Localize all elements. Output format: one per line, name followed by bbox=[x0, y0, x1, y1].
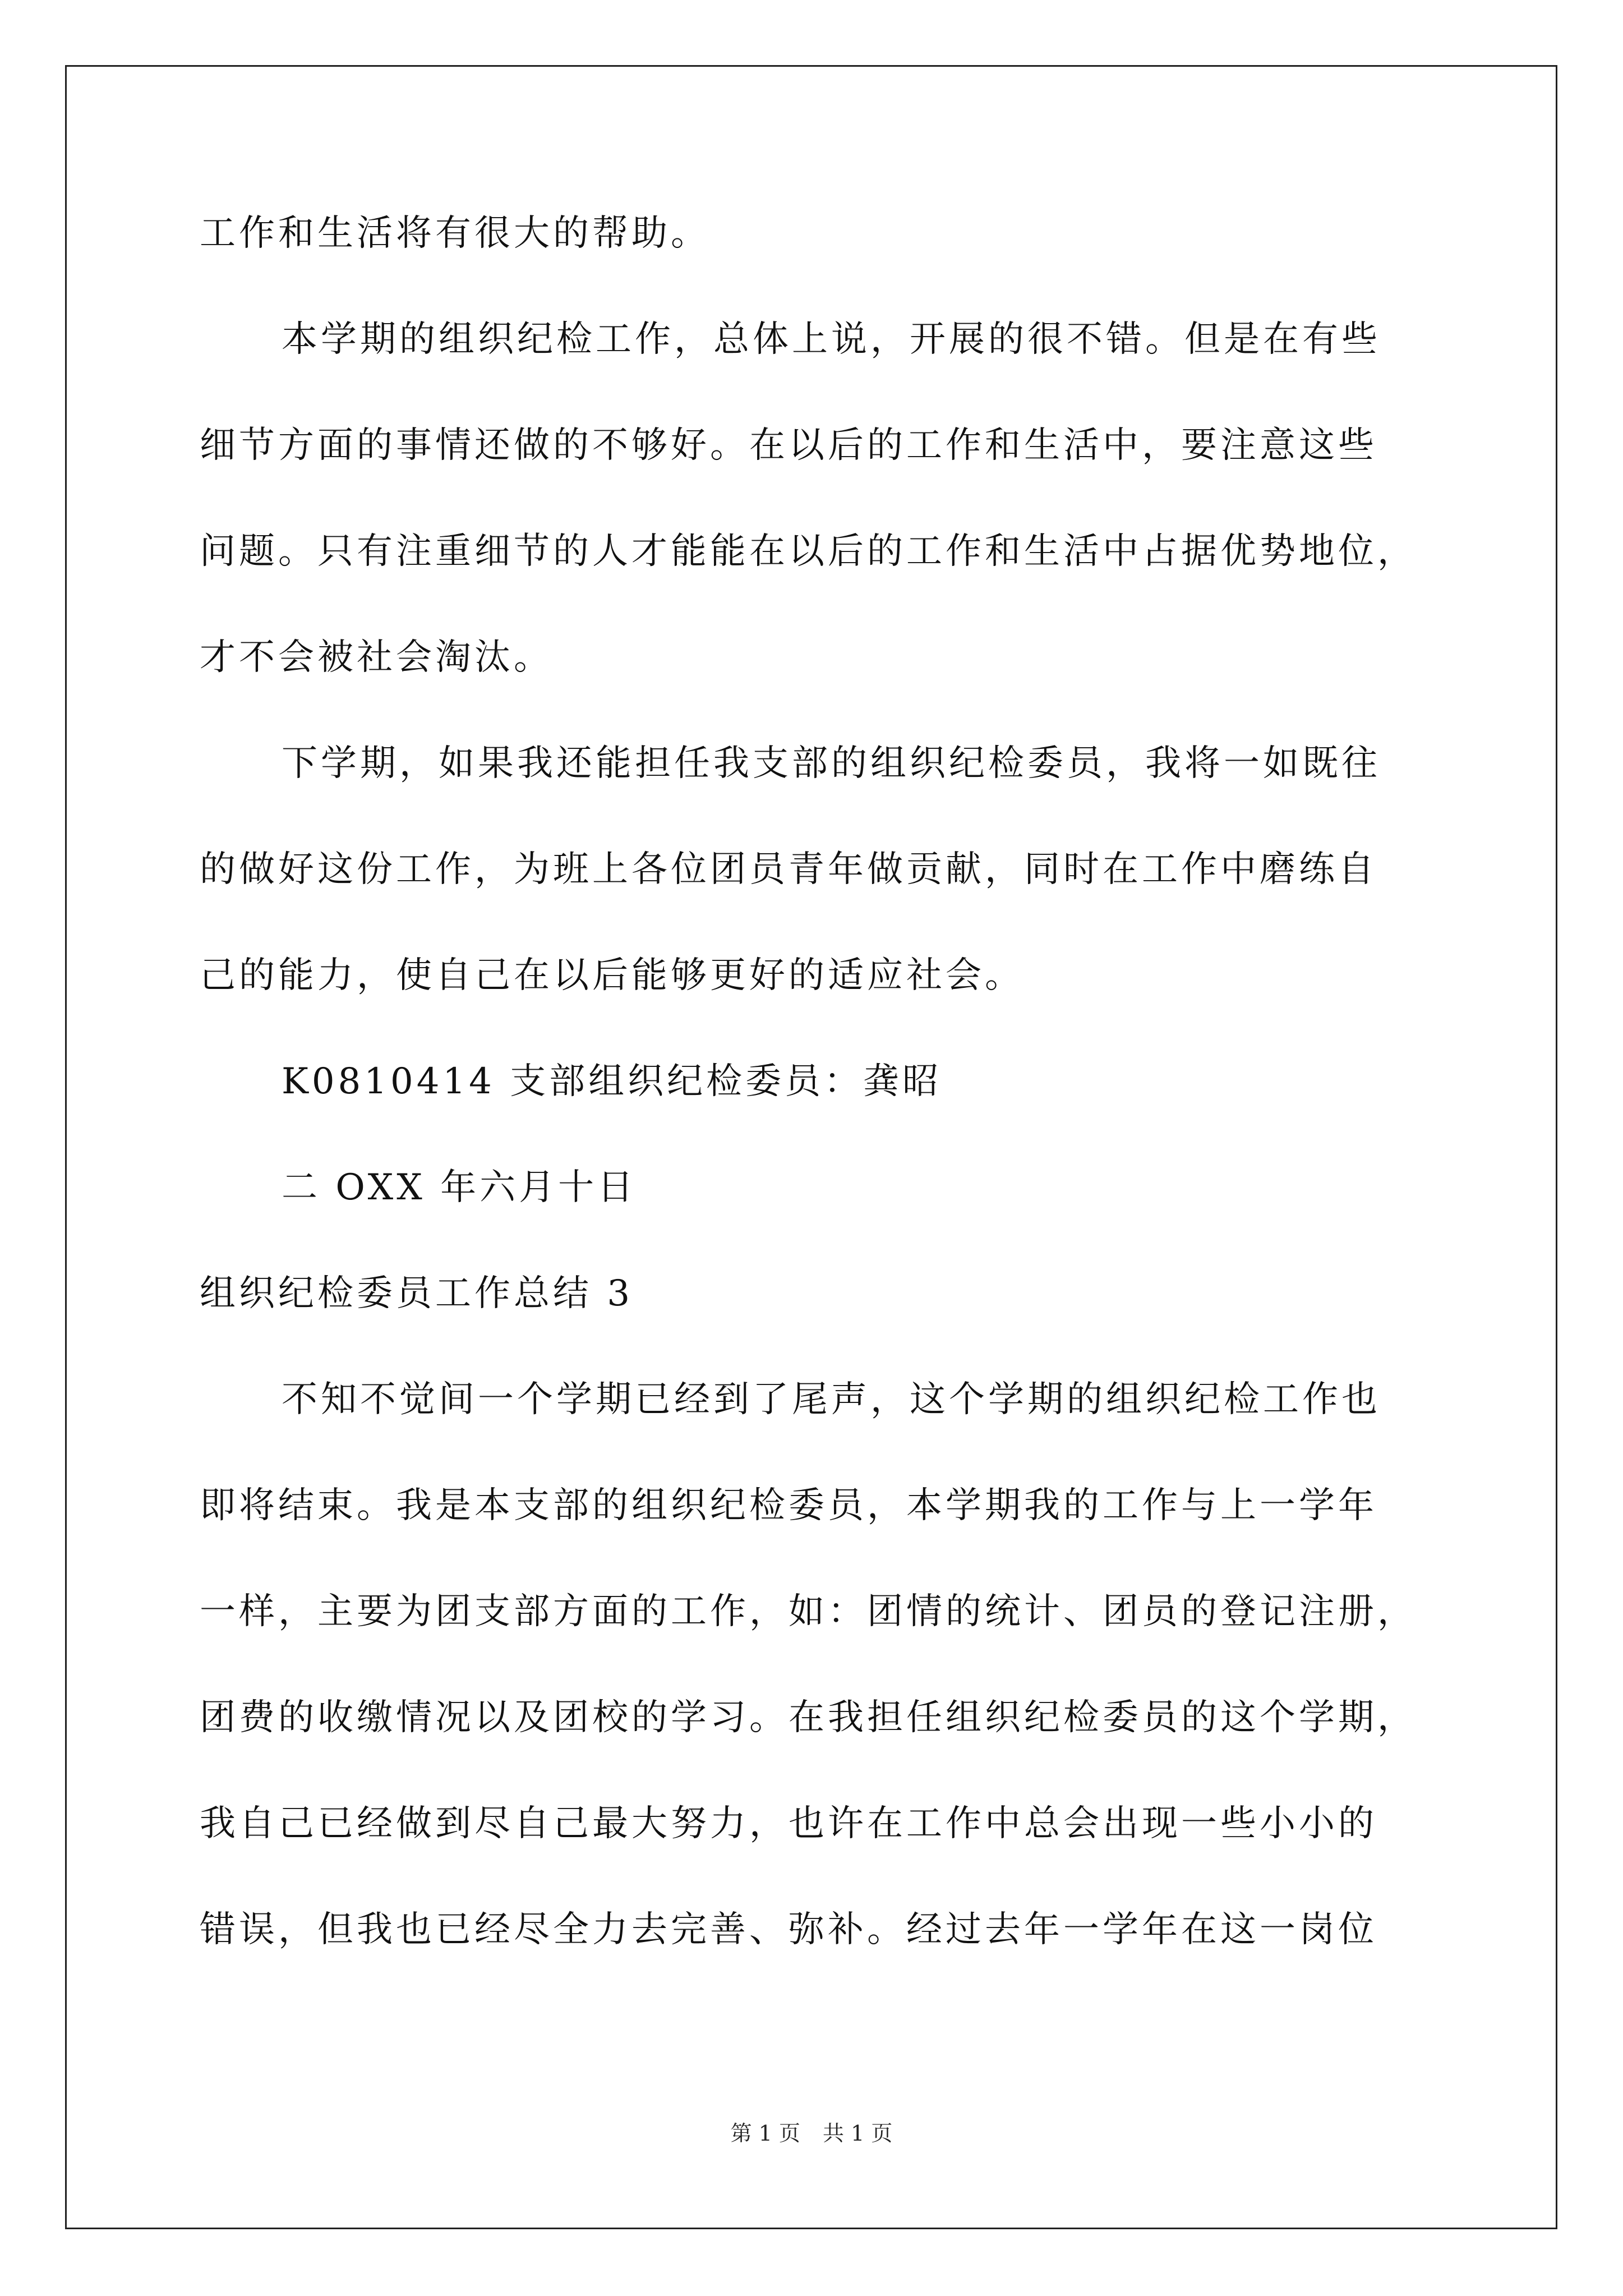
page-footer bbox=[0, 2119, 1623, 2147]
paragraph-line: 下学期，如果我还能担任我支部的组织纪检委员，我将一如既往 bbox=[282, 743, 1381, 784]
paragraph-line: 细节方面的事情还做的不够好。在以后的工作和生活中，要注意这些 bbox=[200, 425, 1377, 466]
page-total: 共 1 页 bbox=[823, 2121, 893, 2146]
page-border bbox=[65, 65, 1557, 2229]
signature-line: K0810414 支部组织纪检委员：龚昭 bbox=[282, 1061, 942, 1102]
paragraph-line: 问题。只有注重细节的人才能能在以后的工作和生活中占据优势地位， bbox=[200, 531, 1417, 572]
page-number: 第 1 页 bbox=[730, 2121, 800, 2146]
paragraph-line: 即将结束。我是本支部的组织纪检委员，本学期我的工作与上一学年 bbox=[200, 1485, 1377, 1526]
paragraph-line: 才不会被社会淘汰。 bbox=[200, 637, 553, 678]
section-title: 组织纪检委员工作总结 3 bbox=[200, 1273, 634, 1314]
paragraph-line: 本学期的组织纪检工作，总体上说，开展的很不错。但是在有些 bbox=[282, 319, 1381, 360]
paragraph-line: 错误，但我也已经尽全力去完善、弥补。经过去年一学年在这一岗位 bbox=[200, 1909, 1377, 1950]
date-line: 二 OXX 年六月十日 bbox=[282, 1167, 637, 1208]
paragraph-line: 我自己已经做到尽自己最大努力，也许在工作中总会出现一些小小的 bbox=[200, 1803, 1377, 1844]
paragraph-line: 不知不觉间一个学期已经到了尾声，这个学期的组织纪检工作也 bbox=[282, 1379, 1381, 1420]
paragraph-line: 己的能力，使自己在以后能够更好的适应社会。 bbox=[200, 955, 1024, 996]
paragraph-line: 团费的收缴情况以及团校的学习。在我担任组织纪检委员的这个学期， bbox=[200, 1697, 1417, 1738]
paragraph-line: 一样，主要为团支部方面的工作，如：团情的统计、团员的登记注册， bbox=[200, 1591, 1417, 1632]
paragraph-line: 工作和生活将有很大的帮助。 bbox=[200, 213, 710, 254]
paragraph-line: 的做好这份工作，为班上各位团员青年做贡献，同时在工作中磨练自 bbox=[200, 849, 1377, 890]
